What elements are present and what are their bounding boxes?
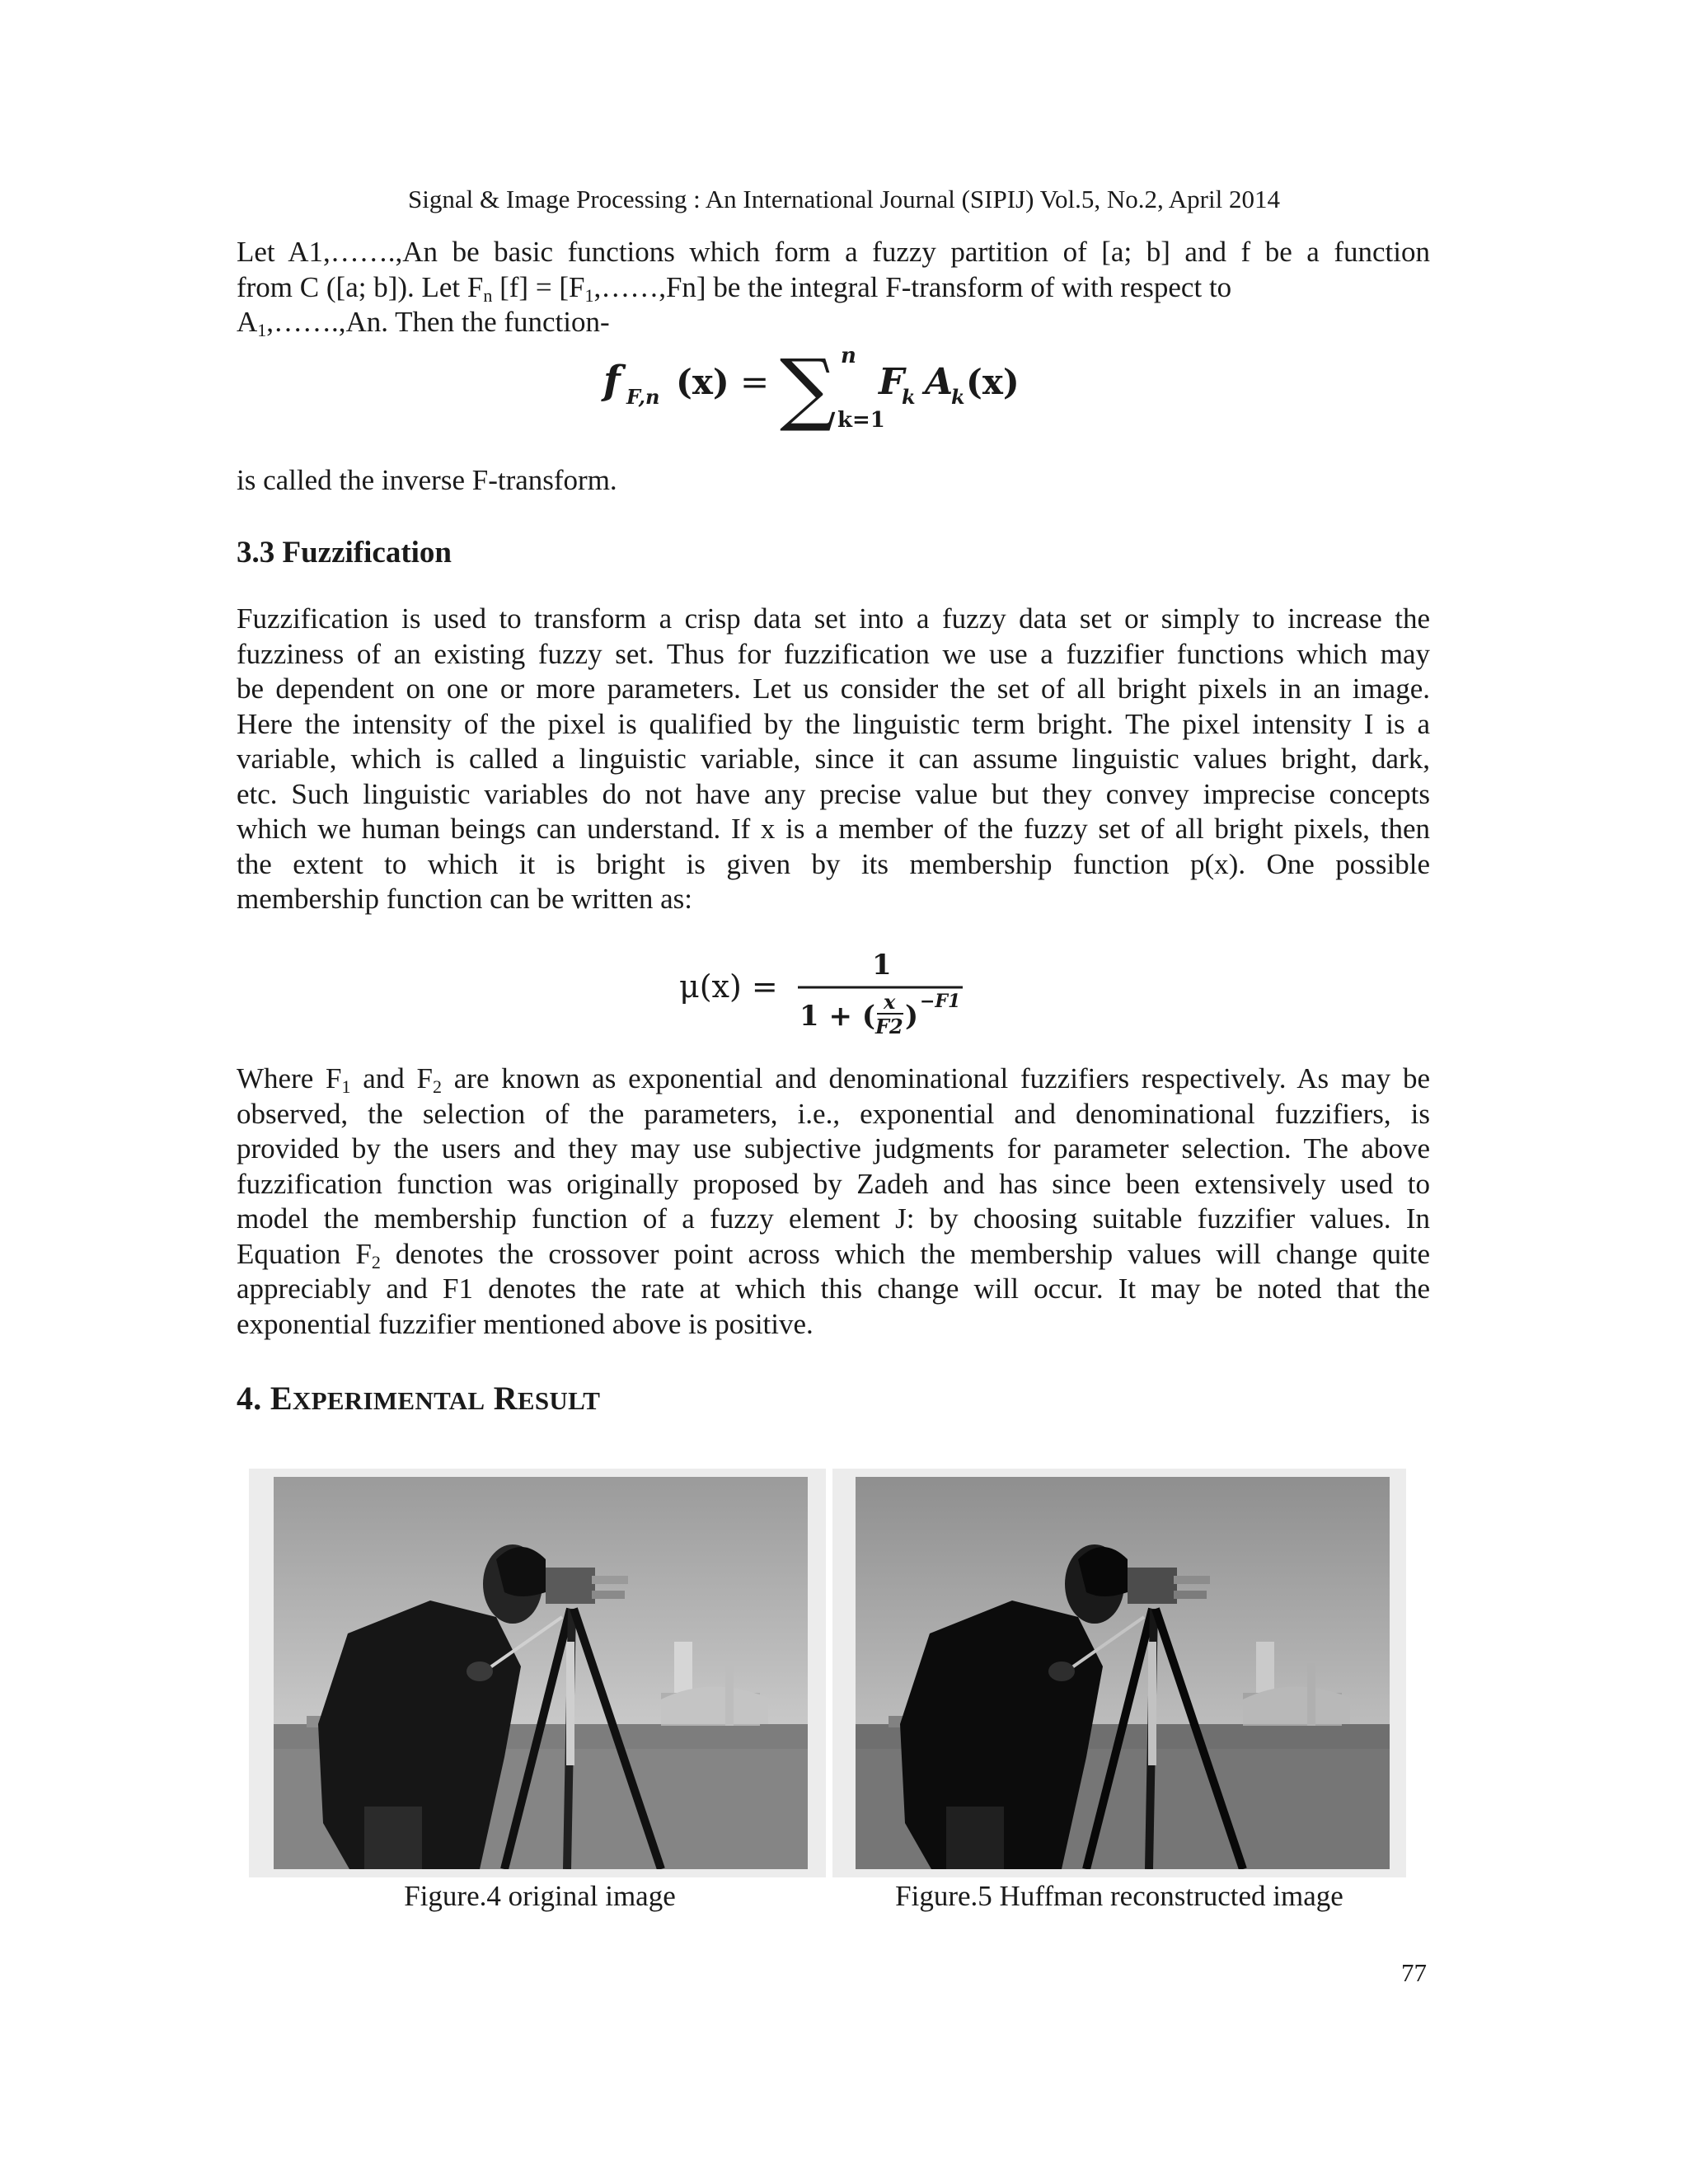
term-arg: (x) [966, 362, 1020, 402]
text-line: the extent to which it is bright is given by its membership function p(x). One possible [237, 847, 1430, 880]
formula-equals: = [740, 362, 770, 402]
text-line: exponential fuzzifier mentioned above is positive. [237, 1307, 814, 1340]
section-heading-4: 4. EXPERIMENTAL RESULT [237, 1380, 601, 1417]
term-F-sub: k [902, 385, 916, 409]
page-number: 77 [1401, 1958, 1427, 1987]
mu-lhs: μ(x) = [679, 968, 778, 1005]
figure-4-original-image [274, 1477, 808, 1869]
paragraph-fuzzification [237, 602, 1430, 917]
text-line: fuzzification function was originally proposed by Zadeh and has since been extensively used to [237, 1167, 1430, 1200]
text-line: model the membership function of a fuzzy element J: by choosing suitable fuzzifier values. In [237, 1202, 1430, 1235]
text-line: etc. Such linguistic variables do not have any precise value but they convey imprecise concepts [237, 777, 1430, 810]
membership-function-formula [676, 940, 973, 1038]
text-line: membership function can be written as: [237, 883, 693, 915]
denominator-one: 1 + ( [799, 1000, 875, 1033]
text-line: fuzziness of an existing fuzzy set. Thus for fuzzification we use a fuzzifier functions which may [237, 637, 1430, 670]
section-heading-3-3: 3.3 Fuzzification [237, 536, 452, 569]
text-line: Let A1,…….,An be basic functions which form a fuzzy partition of [a; b] and f be a function [237, 236, 1430, 268]
formula-lhs-arg: (x) [676, 362, 729, 402]
text-line: Here the intensity of the pixel is qualified by the linguistic term bright. The pixel intensity I is a [237, 707, 1430, 740]
text-line: from C ([a; b]). Let $F_n$ $[f] = [F_1,\dots\dots,Fn]$ be the integral F-transform of with respect to [237, 270, 1232, 306]
sigma-symbol: ∑ [780, 342, 837, 434]
running-header: Signal & Image Processing : An International Journal (SIPIJ) Vol.5, No.2, April 2014 [408, 185, 1280, 213]
text-line: appreciably and F1 denotes the rate at which this change will occur. It may be noted that the [237, 1272, 1430, 1305]
exponent: −F1 [920, 991, 961, 1012]
close-paren: ) [905, 1000, 919, 1033]
numerator: 1 [872, 949, 892, 982]
text-line: which we human beings can understand. If x is a member of the fuzzy set of all bright pixels, then [237, 813, 1430, 845]
text-line: be dependent on one or more parameters. Let us consider the set of all bright pixels in an image. [237, 673, 1430, 705]
text-line: variable, which is called a linguistic variable, since it can assume linguistic values bright, dark, [237, 743, 1430, 775]
cameraman-photo-original [274, 1477, 808, 1869]
formula-lhs-sub: F,n [626, 385, 660, 409]
term-A-sub: k [951, 385, 965, 409]
term-F: F [879, 361, 905, 403]
text-line: Equation $F_2$ denotes the crossover point across which the membership values will change quite [237, 1237, 1431, 1272]
paragraph-inverse-transform: is called the inverse F-transform. [237, 464, 617, 496]
figure-4-caption: Figure.4 original image [404, 1880, 676, 1912]
term-A: A [925, 361, 954, 403]
paragraph-fuzzifiers [237, 1062, 1430, 1342]
formula-lhs-f: f [603, 358, 621, 404]
text-line: provided by the users and they may use subjective judgments for parameter selection. The above [237, 1132, 1430, 1165]
inner-fraction-num: x [884, 990, 896, 1014]
figure-5-huffman-reconstructed-image [856, 1477, 1390, 1869]
cameraman-photo-reconstructed [856, 1477, 1390, 1869]
text-line: observed, the selection of the parameters, i.e., exponential and denominational fuzzifiers, is [237, 1097, 1430, 1130]
text-line: $A_1,\dots\dots.,An$. Then the function- [237, 306, 610, 340]
figure-5-caption: Figure.5 Huffman reconstructed image [895, 1880, 1343, 1912]
inverse-f-transform-formula [593, 336, 1055, 435]
text-line: Fuzzification is used to transform a crisp data set into a fuzzy data set or simply to increase the [237, 602, 1430, 635]
inner-fraction-den: F2 [875, 1015, 903, 1038]
sum-lower-limit: k=1 [837, 408, 885, 433]
sum-upper-limit: n [841, 344, 856, 368]
text-line: Where $F_1$ and $F_2$ are known as exponential and denominational fuzzifiers respectively. As may be [237, 1062, 1430, 1097]
paragraph-fuzzy-partition [237, 235, 1430, 340]
